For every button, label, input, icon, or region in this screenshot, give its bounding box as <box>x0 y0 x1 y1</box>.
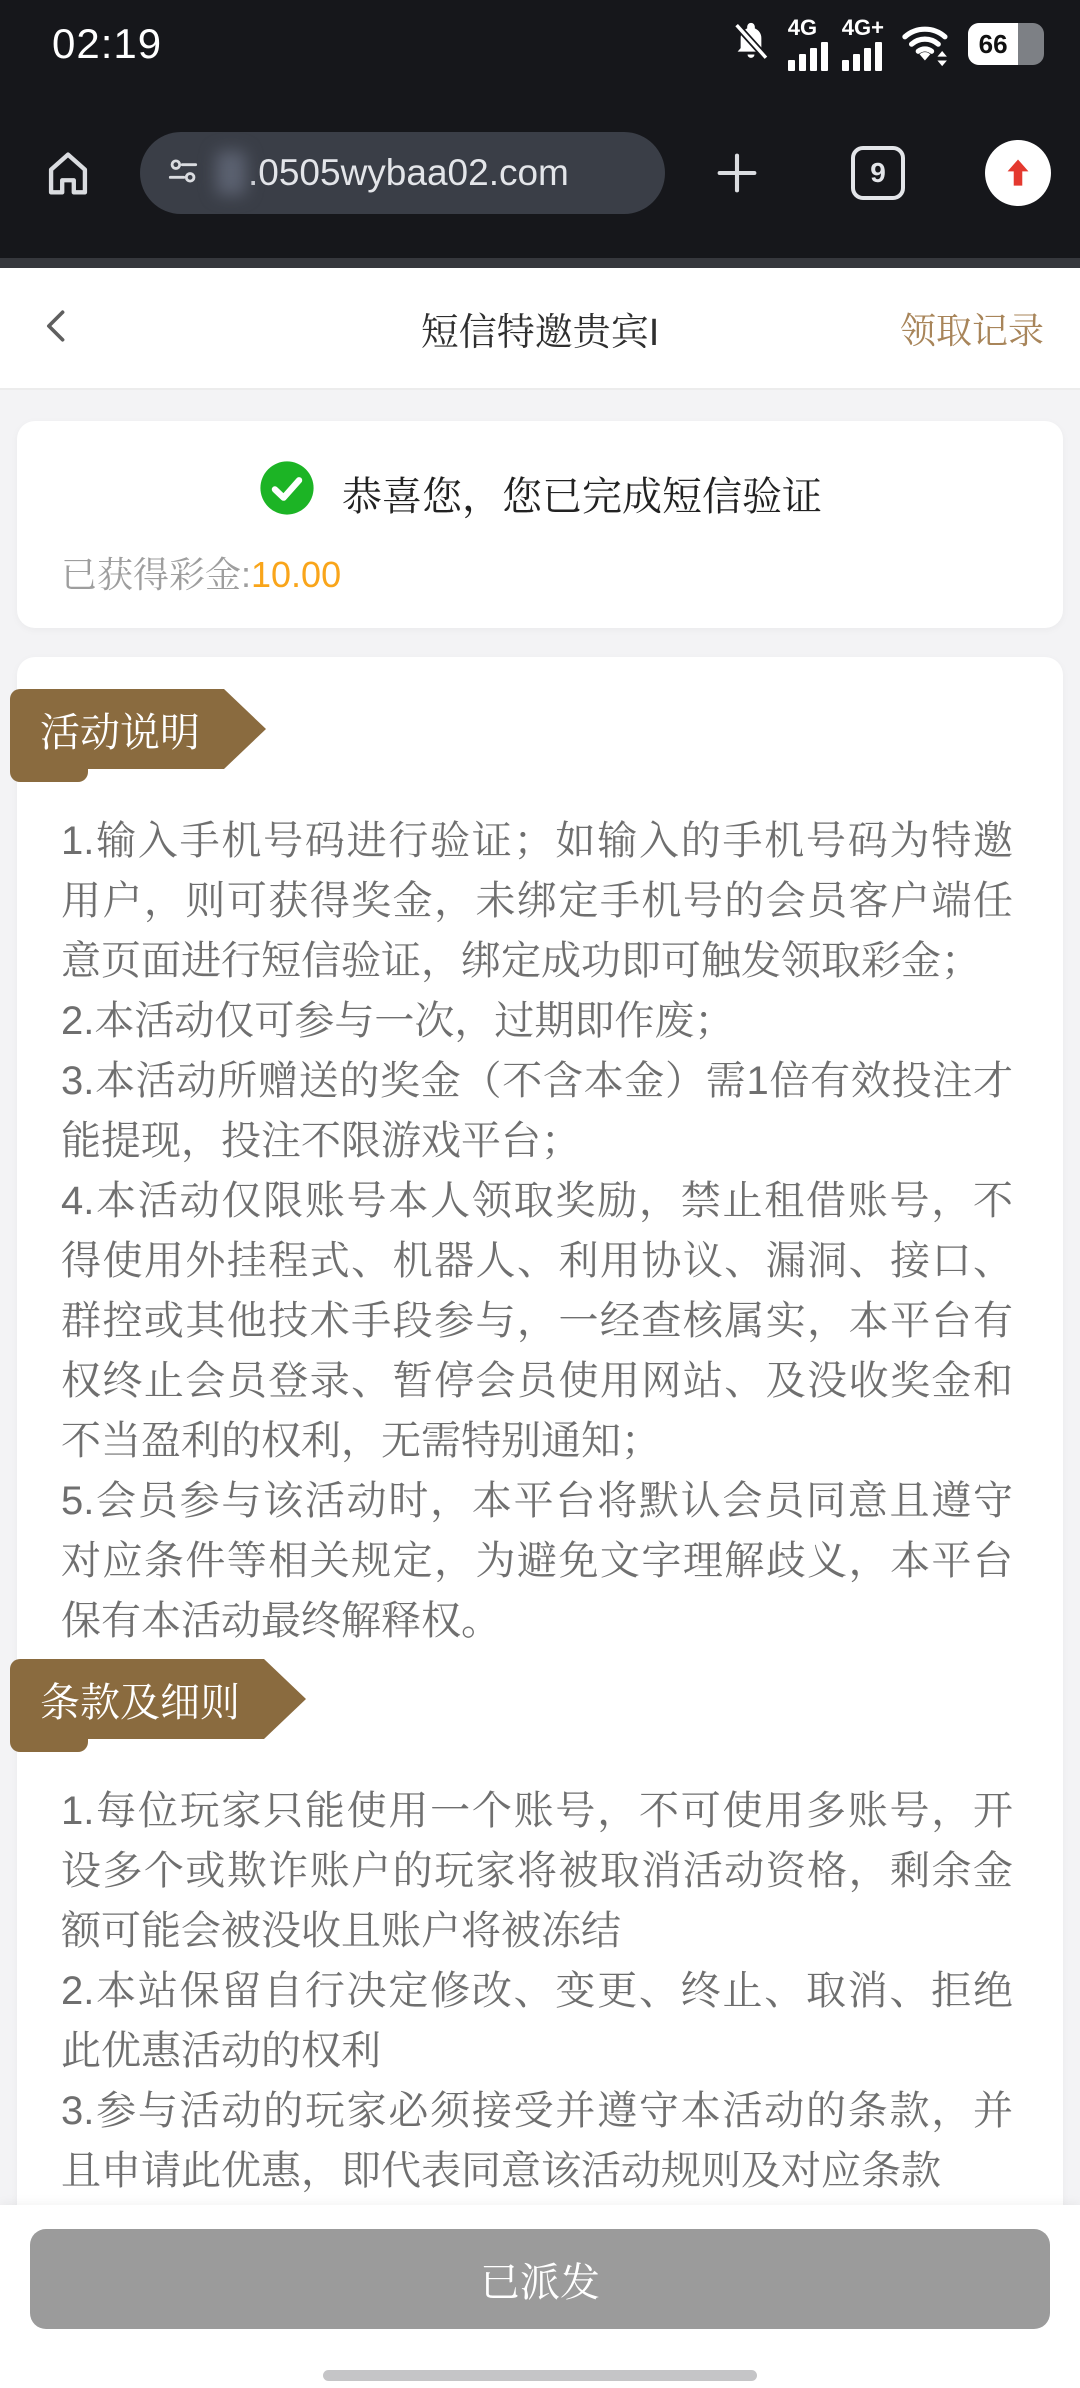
activity-rule-5: 5.会员参与该活动时，本平台将默认会员同意且遵守对应条件等相关规定，为避免文字理解歧义，本平台保有本活动最终解释权。 <box>61 1479 1013 1643</box>
success-message: 恭喜您，您已完成短信验证 <box>342 474 822 519</box>
notifications-off-icon <box>728 19 774 70</box>
success-check-icon <box>258 459 316 527</box>
battery-percent: 66 <box>978 28 1008 59</box>
activity-ribbon <box>10 689 224 769</box>
red-up-arrow-icon <box>999 154 1037 192</box>
battery-icon <box>968 23 1044 65</box>
tune-icon <box>164 152 202 195</box>
back-button[interactable] <box>36 304 80 353</box>
clock: 02:19 <box>52 20 163 67</box>
footer-bar <box>0 2205 1080 2388</box>
wifi-icon <box>898 16 954 73</box>
page-header <box>0 268 1080 390</box>
success-message-row <box>17 421 1063 527</box>
url-text: .0505wybaa02.com <box>248 152 569 193</box>
signal-4g-icon: 4G <box>788 17 828 71</box>
chrome-update-button[interactable] <box>985 140 1051 206</box>
page-title: 短信特邀贵宾I <box>420 311 660 354</box>
status-icons <box>728 16 1044 73</box>
tab-count: 9 <box>870 157 886 188</box>
section-header-terms <box>10 1659 1013 1739</box>
new-tab-button[interactable] <box>711 147 763 199</box>
status-bar <box>0 0 1080 88</box>
activity-rule-2: 2.本活动仅可参与一次，过期即作废； <box>61 999 735 1043</box>
activity-rule-4: 4.本活动仅限账号本人领取奖励，禁止租借账号，不得使用外挂程式、机器人、利用协议、漏洞、接口、群控或其他技术手段参与，一经查核属实，本平台有权终止会员登录、暂停会员使用网站、及没收奖金和不当盈利的权利，无需特别通知； <box>61 1179 1013 1463</box>
home-button[interactable] <box>38 144 98 202</box>
terms-ribbon <box>10 1659 264 1739</box>
activity-rule-3: 3.本活动所赠送的奖金（不含本金）需1倍有效投注才能提现，投注不限游戏平台； <box>61 1059 1013 1163</box>
tab-switcher-button[interactable] <box>851 146 905 200</box>
terms-section-title: 条款及细则 <box>40 1680 240 1725</box>
terms-rule-1: 1.每位玩家只能使用一个账号，不可使用多账号，开设多个或欺诈账户的玩家将被取消活动资格，剩余金额可能会被没收且账户将被冻结 <box>61 1789 1013 1953</box>
url-blurred-prefix <box>216 151 246 195</box>
distributed-button[interactable]: 已派发 <box>30 2229 1050 2329</box>
toolbar-divider <box>0 258 1080 268</box>
bonus-row <box>17 527 1063 598</box>
bonus-label: 已获得彩金: <box>61 554 252 595</box>
terms-rule-2: 2.本站保留自行决定修改、变更、终止、取消、拒绝此优惠活动的权利 <box>61 1969 1013 2073</box>
terms-rule-3: 3.参与活动的玩家必须接受并遵守本活动的条款，并且申请此优惠，即代表同意该活动规则及对应条款 <box>61 2089 1013 2193</box>
activity-section-title: 活动说明 <box>40 710 200 755</box>
browser-toolbar <box>0 88 1080 258</box>
activity-rule-1: 1.输入手机号码进行验证；如输入的手机号码为特邀用户，则可获得奖金，未绑定手机号的会员客户端任意页面进行短信验证，绑定成功即可触发领取彩金； <box>61 819 1013 983</box>
bonus-amount: 10.00 <box>251 554 342 595</box>
signal-4g-plus-icon: 4G+ <box>842 17 884 71</box>
activity-rules-card <box>17 657 1063 2227</box>
section-header-activity <box>10 689 1013 769</box>
page-content[interactable] <box>0 421 1080 2227</box>
gesture-navigation-bar[interactable] <box>323 2370 757 2381</box>
verification-result-card <box>17 421 1063 628</box>
claim-history-link[interactable]: 领取记录 <box>899 309 1044 351</box>
address-bar[interactable] <box>140 132 665 214</box>
